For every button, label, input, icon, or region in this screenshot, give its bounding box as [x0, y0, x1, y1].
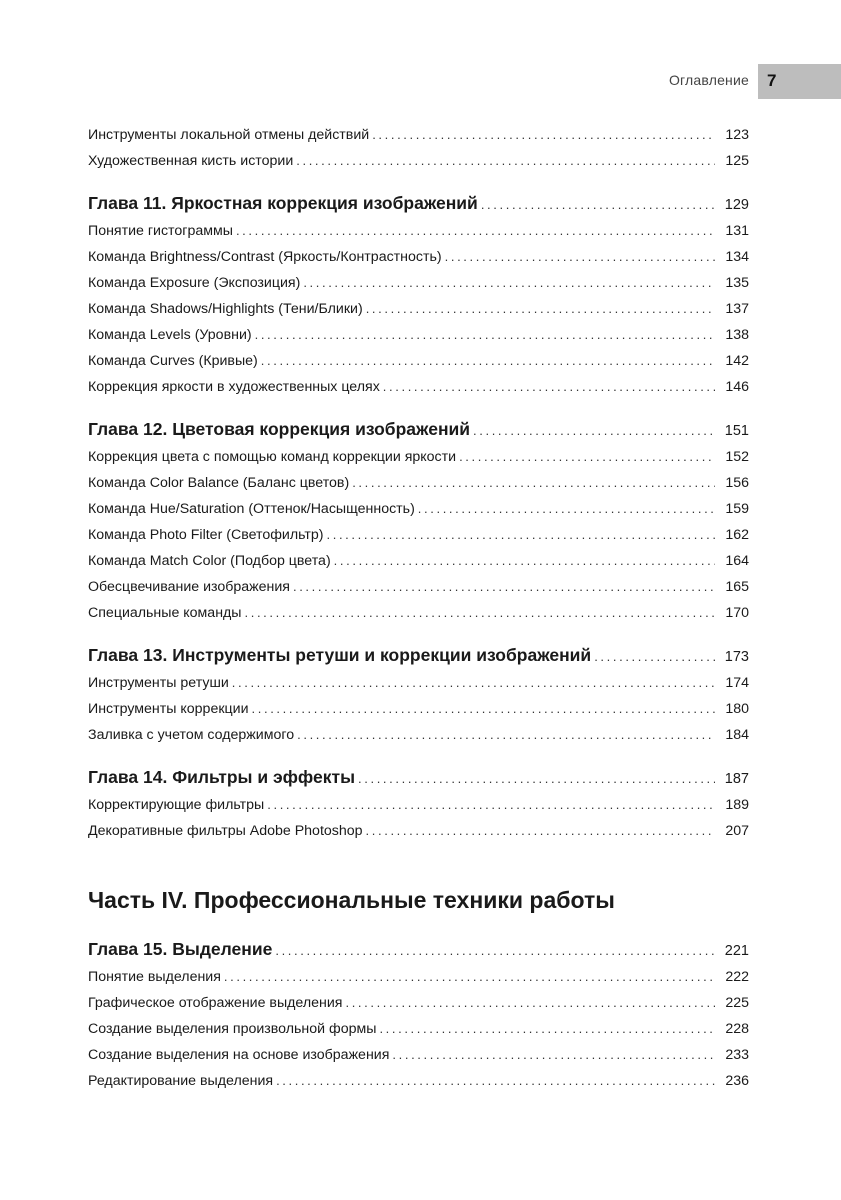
- leader-dots: [481, 190, 715, 220]
- toc-entry[interactable]: [88, 990, 749, 1016]
- toc-entry[interactable]: [88, 670, 749, 696]
- chapter-page: 151: [724, 423, 749, 439]
- toc-entry-title: Обесцвечивание изображения: [88, 579, 290, 595]
- chapter-label: Глава 11.: [88, 193, 167, 213]
- chapter-label: Глава 15.: [88, 939, 168, 959]
- toc-entry-title: Коррекция цвета с помощью команд коррекции яркости: [88, 449, 457, 465]
- toc-entry[interactable]: [88, 322, 749, 348]
- leader-dots: [245, 600, 715, 626]
- toc-entry-page: 222: [725, 969, 749, 985]
- leader-dots: [224, 964, 715, 990]
- leader-dots: [445, 244, 715, 270]
- chapter-page: 187: [724, 771, 749, 787]
- toc-entry[interactable]: [88, 122, 749, 148]
- leader-dots: [372, 122, 715, 148]
- toc-entry-page: 142: [725, 353, 749, 369]
- toc-entry-title: Команда Exposure (Экспозиция): [88, 275, 301, 291]
- leader-dots: [358, 764, 715, 794]
- toc-entry[interactable]: [88, 1016, 749, 1042]
- toc-chapter-13[interactable]: [88, 640, 749, 670]
- toc-entry-title: Редактирование выделения: [88, 1073, 274, 1089]
- page-number-tab: [758, 64, 841, 99]
- leader-dots: [418, 496, 715, 522]
- leader-dots: [383, 374, 715, 400]
- toc-entry-title: Графическое отображение выделения: [88, 995, 343, 1011]
- leader-dots: [473, 416, 715, 446]
- toc-entry[interactable]: [88, 148, 749, 174]
- toc-entry-title: Инструменты ретуши: [88, 675, 229, 691]
- toc-entry-title: Понятие выделения: [88, 969, 221, 985]
- chapter-title: Цветовая коррекция изображений: [172, 419, 471, 439]
- leader-dots: [296, 148, 715, 174]
- toc-entry[interactable]: [88, 218, 749, 244]
- leader-dots: [232, 670, 715, 696]
- toc-entry-page: 174: [725, 675, 749, 691]
- toc-entry[interactable]: [88, 496, 749, 522]
- toc-entry-page: 146: [725, 379, 749, 395]
- toc-entry-page: 123: [725, 127, 749, 143]
- toc-entry[interactable]: [88, 722, 749, 748]
- chapter-page: 221: [724, 943, 749, 959]
- toc-entry-title: Инструменты коррекции: [88, 701, 249, 717]
- chapter-label: Глава 12.: [88, 419, 168, 439]
- toc-entry-page: 207: [725, 823, 749, 839]
- toc-entry-page: 170: [725, 605, 749, 621]
- toc-entry-title: Команда Color Balance (Баланс цветов): [88, 475, 350, 491]
- leader-dots: [352, 470, 715, 496]
- toc-entry-title: Команда Levels (Уровни): [88, 327, 252, 343]
- leader-dots: [275, 936, 715, 966]
- part-title: Часть IV. Профессиональные техники работы: [88, 887, 615, 913]
- toc-entry-title: Создание выделения на основе изображения: [88, 1047, 390, 1063]
- leader-dots: [293, 574, 715, 600]
- toc-entry-title: Понятие гистограммы: [88, 223, 233, 239]
- toc-entry-title: Команда Hue/Saturation (Оттенок/Насыщенность): [88, 501, 415, 517]
- leader-dots: [345, 990, 715, 1016]
- leader-dots: [276, 1068, 715, 1094]
- toc-entry[interactable]: [88, 600, 749, 626]
- toc-entry-page: 189: [725, 797, 749, 813]
- toc-entry[interactable]: [88, 244, 749, 270]
- toc-entry[interactable]: [88, 374, 749, 400]
- leader-dots: [252, 696, 715, 722]
- leader-dots: [261, 348, 715, 374]
- toc-entry-page: 180: [725, 701, 749, 717]
- leader-dots: [392, 1042, 715, 1068]
- toc-chapter-12[interactable]: [88, 414, 749, 444]
- toc-entry-title: Специальные команды: [88, 605, 242, 621]
- toc-entry-page: 138: [725, 327, 749, 343]
- toc-entry-page: 135: [725, 275, 749, 291]
- chapter-label: Глава 13.: [88, 645, 168, 665]
- leader-dots: [267, 792, 715, 818]
- chapter-title: Инструменты ретуши и коррекции изображений: [172, 645, 592, 665]
- toc-entry-page: 137: [725, 301, 749, 317]
- chapter-title: Яркостная коррекция изображений: [171, 193, 478, 213]
- leader-dots: [334, 548, 715, 574]
- toc-entry[interactable]: [88, 470, 749, 496]
- leader-dots: [303, 270, 715, 296]
- toc-entry-page: 134: [725, 249, 749, 265]
- toc-entry[interactable]: [88, 1042, 749, 1068]
- toc-entry[interactable]: [88, 522, 749, 548]
- toc-entry[interactable]: [88, 444, 749, 470]
- leader-dots: [379, 1016, 715, 1042]
- toc-entry[interactable]: [88, 1068, 749, 1094]
- toc-entry-page: 164: [725, 553, 749, 569]
- table-of-contents: [88, 122, 749, 1094]
- toc-chapter-11[interactable]: [88, 188, 749, 218]
- toc-entry[interactable]: [88, 574, 749, 600]
- toc-entry-title: Инструменты локальной отмены действий: [88, 127, 370, 143]
- leader-dots: [594, 642, 715, 672]
- toc-entry-page: 152: [725, 449, 749, 465]
- toc-entry[interactable]: [88, 964, 749, 990]
- toc-entry-title: Художественная кисть истории: [88, 153, 294, 169]
- leader-dots: [236, 218, 715, 244]
- toc-entry-title: Команда Curves (Кривые): [88, 353, 258, 369]
- toc-entry-title: Создание выделения произвольной формы: [88, 1021, 377, 1037]
- chapter-title: Фильтры и эффекты: [172, 767, 356, 787]
- toc-entry-page: 233: [725, 1047, 749, 1063]
- leader-dots: [366, 296, 715, 322]
- toc-entry[interactable]: [88, 270, 749, 296]
- chapter-label: Глава 14.: [88, 767, 168, 787]
- toc-entry[interactable]: [88, 348, 749, 374]
- toc-entry-page: 236: [725, 1073, 749, 1089]
- toc-entry[interactable]: [88, 296, 749, 322]
- chapter-page: 173: [724, 649, 749, 665]
- toc-entry-page: 162: [725, 527, 749, 543]
- toc-entry-title: Корректирующие фильтры: [88, 797, 265, 813]
- toc-entry-page: 165: [725, 579, 749, 595]
- toc-entry-title: Команда Shadows/Highlights (Тени/Блики): [88, 301, 363, 317]
- leader-dots: [366, 818, 715, 844]
- toc-entry-page: 184: [725, 727, 749, 743]
- toc-entry-title: Заливка с учетом содержимого: [88, 727, 295, 743]
- chapter-page: 129: [724, 197, 749, 213]
- toc-entry[interactable]: [88, 818, 749, 844]
- running-header-title: Оглавление: [668, 72, 749, 88]
- toc-entry-page: 159: [725, 501, 749, 517]
- toc-entry-page: 156: [725, 475, 749, 491]
- toc-entry-title: Коррекция яркости в художественных целях: [88, 379, 380, 395]
- toc-entry-title: Команда Brightness/Contrast (Яркость/Контрастность): [88, 249, 442, 265]
- toc-entry[interactable]: [88, 548, 749, 574]
- toc-entry-page: 228: [725, 1021, 749, 1037]
- toc-chapter-14[interactable]: [88, 762, 749, 792]
- chapter-title: Выделение: [172, 939, 273, 959]
- toc-entry-page: 131: [725, 223, 749, 239]
- toc-entry-title: Команда Photo Filter (Светофильтр): [88, 527, 324, 543]
- page-number: 7: [767, 71, 777, 90]
- toc-entry[interactable]: [88, 696, 749, 722]
- toc-entry-title: Команда Match Color (Подбор цвета): [88, 553, 331, 569]
- toc-entry-title: Декоративные фильтры Adobe Photoshop: [88, 823, 363, 839]
- toc-entry[interactable]: [88, 792, 749, 818]
- leader-dots: [255, 322, 715, 348]
- leader-dots: [327, 522, 716, 548]
- toc-entry-page: 125: [725, 153, 749, 169]
- toc-chapter-15[interactable]: [88, 934, 749, 964]
- toc-entry-page: 225: [725, 995, 749, 1011]
- leader-dots: [459, 444, 715, 470]
- leader-dots: [297, 722, 715, 748]
